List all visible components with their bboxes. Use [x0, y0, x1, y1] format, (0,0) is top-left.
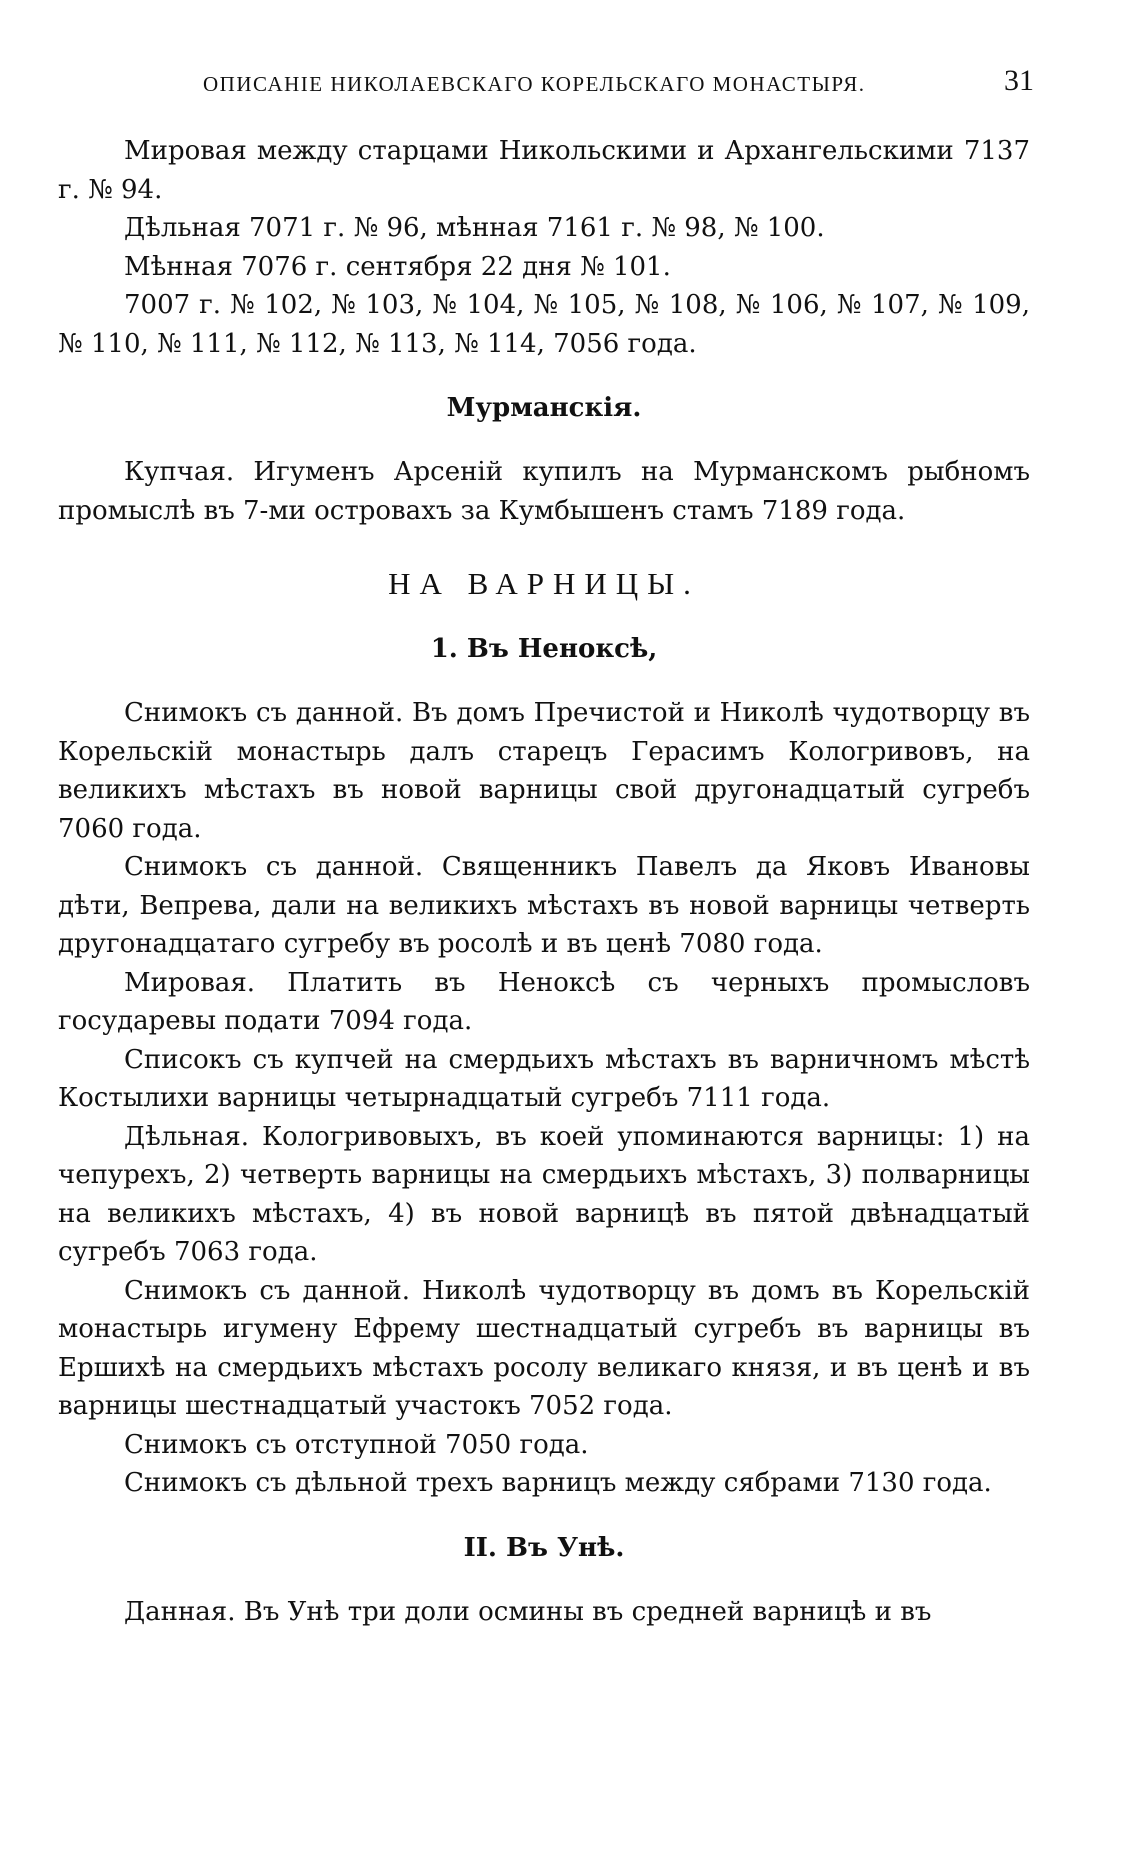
paragraph-snimok-pavel: Снимокъ съ данной. Священникъ Павелъ да Яковъ Ивановы дѣти, Вепрева, дали на великихъ мѣстахъ въ новой варницы четверть другонадцатаго сугребу въ росолѣ и въ ценѣ 7080 года.	[58, 852, 1030, 959]
subsection-heading-nenoksa: 1. Въ Неноксѣ,	[430, 634, 658, 664]
paragraph-7007-list: 7007 г. № 102, № 103, № 104, № 105, № 108, № 106, № 107, № 109, № 110, № 111, № 112, № 113, № 114, 7056 года.	[58, 290, 1030, 359]
paragraph-snimok-delnoy: Снимокъ съ дѣльной трехъ варницъ между сябрами 7130 года.	[124, 1468, 992, 1498]
paragraph-kupchaya-arseniy: Купчая. Игуменъ Арсеній купилъ на Мурманскомъ рыбномъ промыслѣ въ 7-ми островахъ за Кумбышенъ стамъ 7189 года.	[58, 457, 1030, 526]
running-header	[58, 60, 1034, 100]
page-number: 31	[1004, 64, 1034, 97]
paragraph-mirovaya-7137: Мировая между старцами Никольскими и Архангельскими 7137 г. № 94.	[58, 136, 1030, 205]
paragraph-snimok-otstupnoy: Снимокъ съ отступной 7050 года.	[124, 1429, 589, 1460]
paragraph-spisok-kostylikha: Списокъ съ купчей на смердьихъ мѣстахъ въ варничномъ мѣстѣ Костылихи варницы четырнадцатый сугребъ 7111 года.	[58, 1044, 1030, 1113]
paragraph-dannaya-una: Данная. Въ Унѣ три доли осмины въ средней варницѣ и въ	[124, 1596, 932, 1627]
book-page	[58, 60, 1034, 1631]
paragraph-delnaya-7071: Дѣльная 7071 г. № 96, мѣнная 7161 г. № 98, № 100.	[124, 213, 825, 243]
paragraph-mennaya-7076: Мѣнная 7076 г. сентября 22 дня № 101.	[124, 251, 671, 282]
subsection-heading-una: II. Въ Унѣ.	[463, 1532, 625, 1563]
paragraph-delnaya-kologrivovykh: Дѣльная. Кологривовыхъ, въ коей упоминаются варницы: 1) на чепурехъ, 2) четверть варницы на смердьихъ мѣстахъ, 3) полварницы на великихъ мѣстахъ, 4) въ новой варницѣ въ пятой двѣнадцатый сугребъ 7063 года.	[58, 1121, 1030, 1267]
running-title: ОПИСАНІЕ НИКОЛАЕВСКАГО КОРЕЛЬСКАГО МОНАСТЫРЯ.	[203, 72, 866, 96]
section-heading-murmanskiya: Мурманскія.	[446, 393, 642, 423]
paragraph-mirovaya-7094: Мировая. Платить въ Неноксѣ съ черныхъ промысловъ государевы подати 7094 года.	[58, 967, 1030, 1036]
paragraph-snimok-gerasim: Снимокъ съ данной. Въ домъ Пречистой и Николѣ чудотворцу въ Корельскій монастырь далъ старецъ Герасимъ Кологривовъ, на великихъ мѣстахъ въ новой варницы свой другонадцатый сугребъ 7060 года.	[58, 698, 1030, 844]
paragraph-snimok-efrem: Снимокъ съ данной. Николѣ чудотворцу въ домъ въ Корельскій монастырь игумену Ефрему шестнадцатый сугребъ въ варницы въ Ершихѣ на смердьихъ мѣстахъ росолу великаго князя, и въ ценѣ и въ варницы шестнадцатый участокъ 7052 года.	[58, 1275, 1030, 1421]
section-heading-na-varnitsy: НА ВАРНИЦЫ.	[388, 566, 700, 601]
